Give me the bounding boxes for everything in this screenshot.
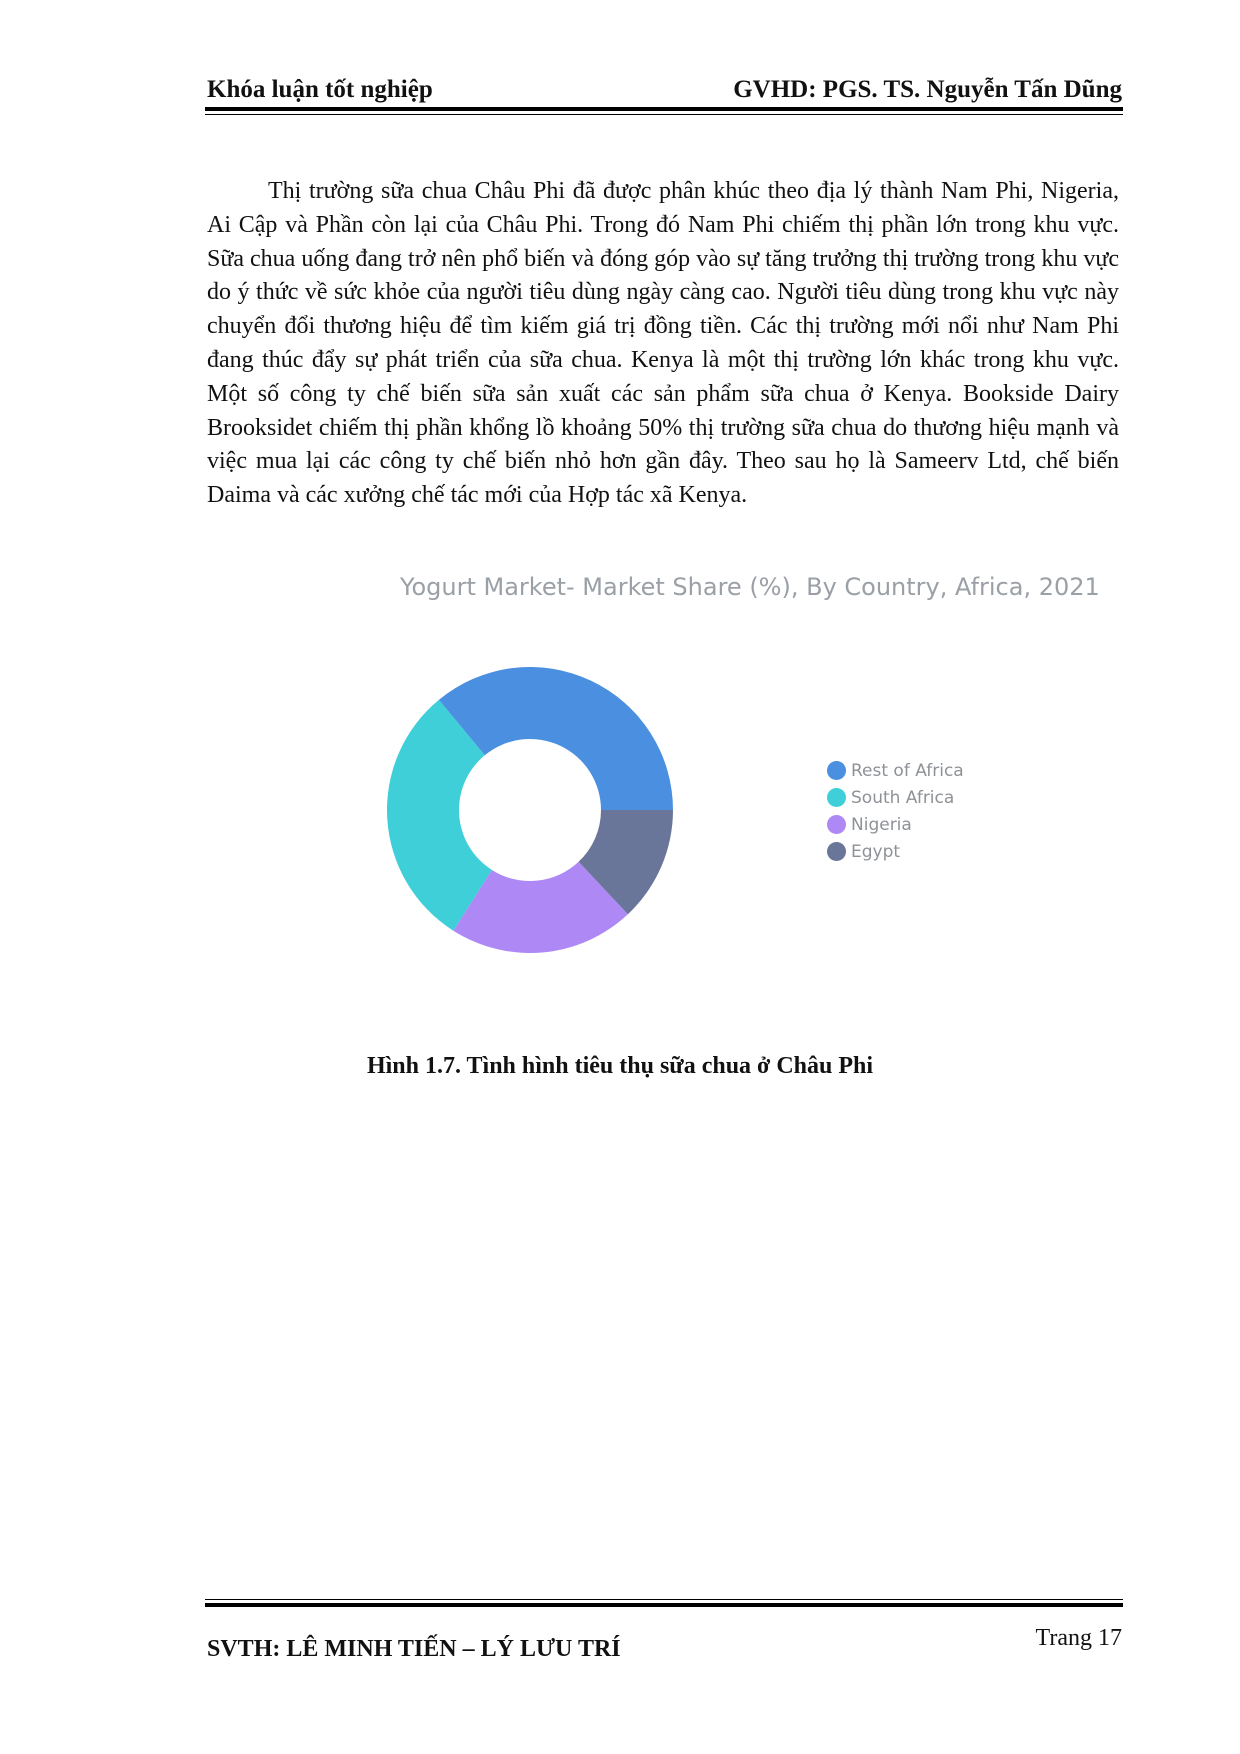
header-rule-thin <box>205 114 1123 115</box>
legend-item-egypt <box>827 838 964 865</box>
footer-authors: SVTH: LÊ MINH TIẾN – LÝ LƯU TRÍ <box>207 1636 621 1662</box>
legend-label-nigeria: Nigeria <box>851 814 912 835</box>
chart-legend <box>827 757 964 865</box>
legend-swatch-nigeria <box>827 815 846 834</box>
footer-rule-thick <box>205 1603 1123 1607</box>
legend-item-nigeria <box>827 811 964 838</box>
body-paragraph: Thị trường sữa chua Châu Phi đã được phân khúc theo địa lý thành Nam Phi, Nigeria, Ai Cập và Phần còn lại của Châu Phi. Trong đó Nam Phi chiếm thị phần lớn trong khu vực. Sữa chua uống đang trở nên phổ biến và đóng góp vào sự tăng trưởng thị trường trong khu vực do ý thức về sức khỏe của người tiêu dùng ngày càng cao. Người tiêu dùng trong khu vực này chuyển đổi thương hiệu để tìm kiếm giá trị đồng tiền. Các thị trường mới nổi như Nam Phi đang thúc đẩy sự phát triển của sữa chua. Kenya là một thị trường lớn khác trong khu vực. Một số công ty chế biến sữa sản xuất các sản phẩm sữa chua ở Kenya. Bookside Dairy Brooksidet chiếm thị phần khổng lồ khoảng 50% thị trường sữa chua do thương hiệu mạnh và việc mua lại các công ty chế biến nhỏ hơn gần đây. Theo sau họ là Sameerv Ltd, chế biến Daima và các xưởng chế tác mới của Hợp tác xã Kenya. <box>207 178 1119 509</box>
header-thesis-title: Khóa luận tốt nghiệp <box>207 76 433 103</box>
donut-chart <box>340 620 720 1000</box>
donut-slice-rest-of-africa <box>439 667 673 810</box>
page-number: Trang 17 <box>1035 1625 1122 1651</box>
legend-swatch-rest-of-africa <box>827 761 846 780</box>
legend-label-egypt: Egypt <box>851 841 901 862</box>
footer-rule-thin <box>205 1599 1123 1600</box>
legend-swatch-south-africa <box>827 788 846 807</box>
figure-caption: Hình 1.7. Tình hình tiêu thụ sữa chua ở Châu Phi <box>366 1053 874 1079</box>
header-rule-thick <box>205 107 1123 111</box>
legend-label-south-africa: South Africa <box>851 787 955 808</box>
legend-label-rest-of-africa: Rest of Africa <box>851 760 964 781</box>
legend-item-south-africa <box>827 784 964 811</box>
legend-item-rest-of-africa <box>827 757 964 784</box>
header-advisor: GVHD: PGS. TS. Nguyễn Tấn Dũng <box>733 76 1122 103</box>
legend-swatch-egypt <box>827 842 846 861</box>
chart-title: Yogurt Market- Market Share (%), By Country, Africa, 2021 <box>400 573 1100 601</box>
